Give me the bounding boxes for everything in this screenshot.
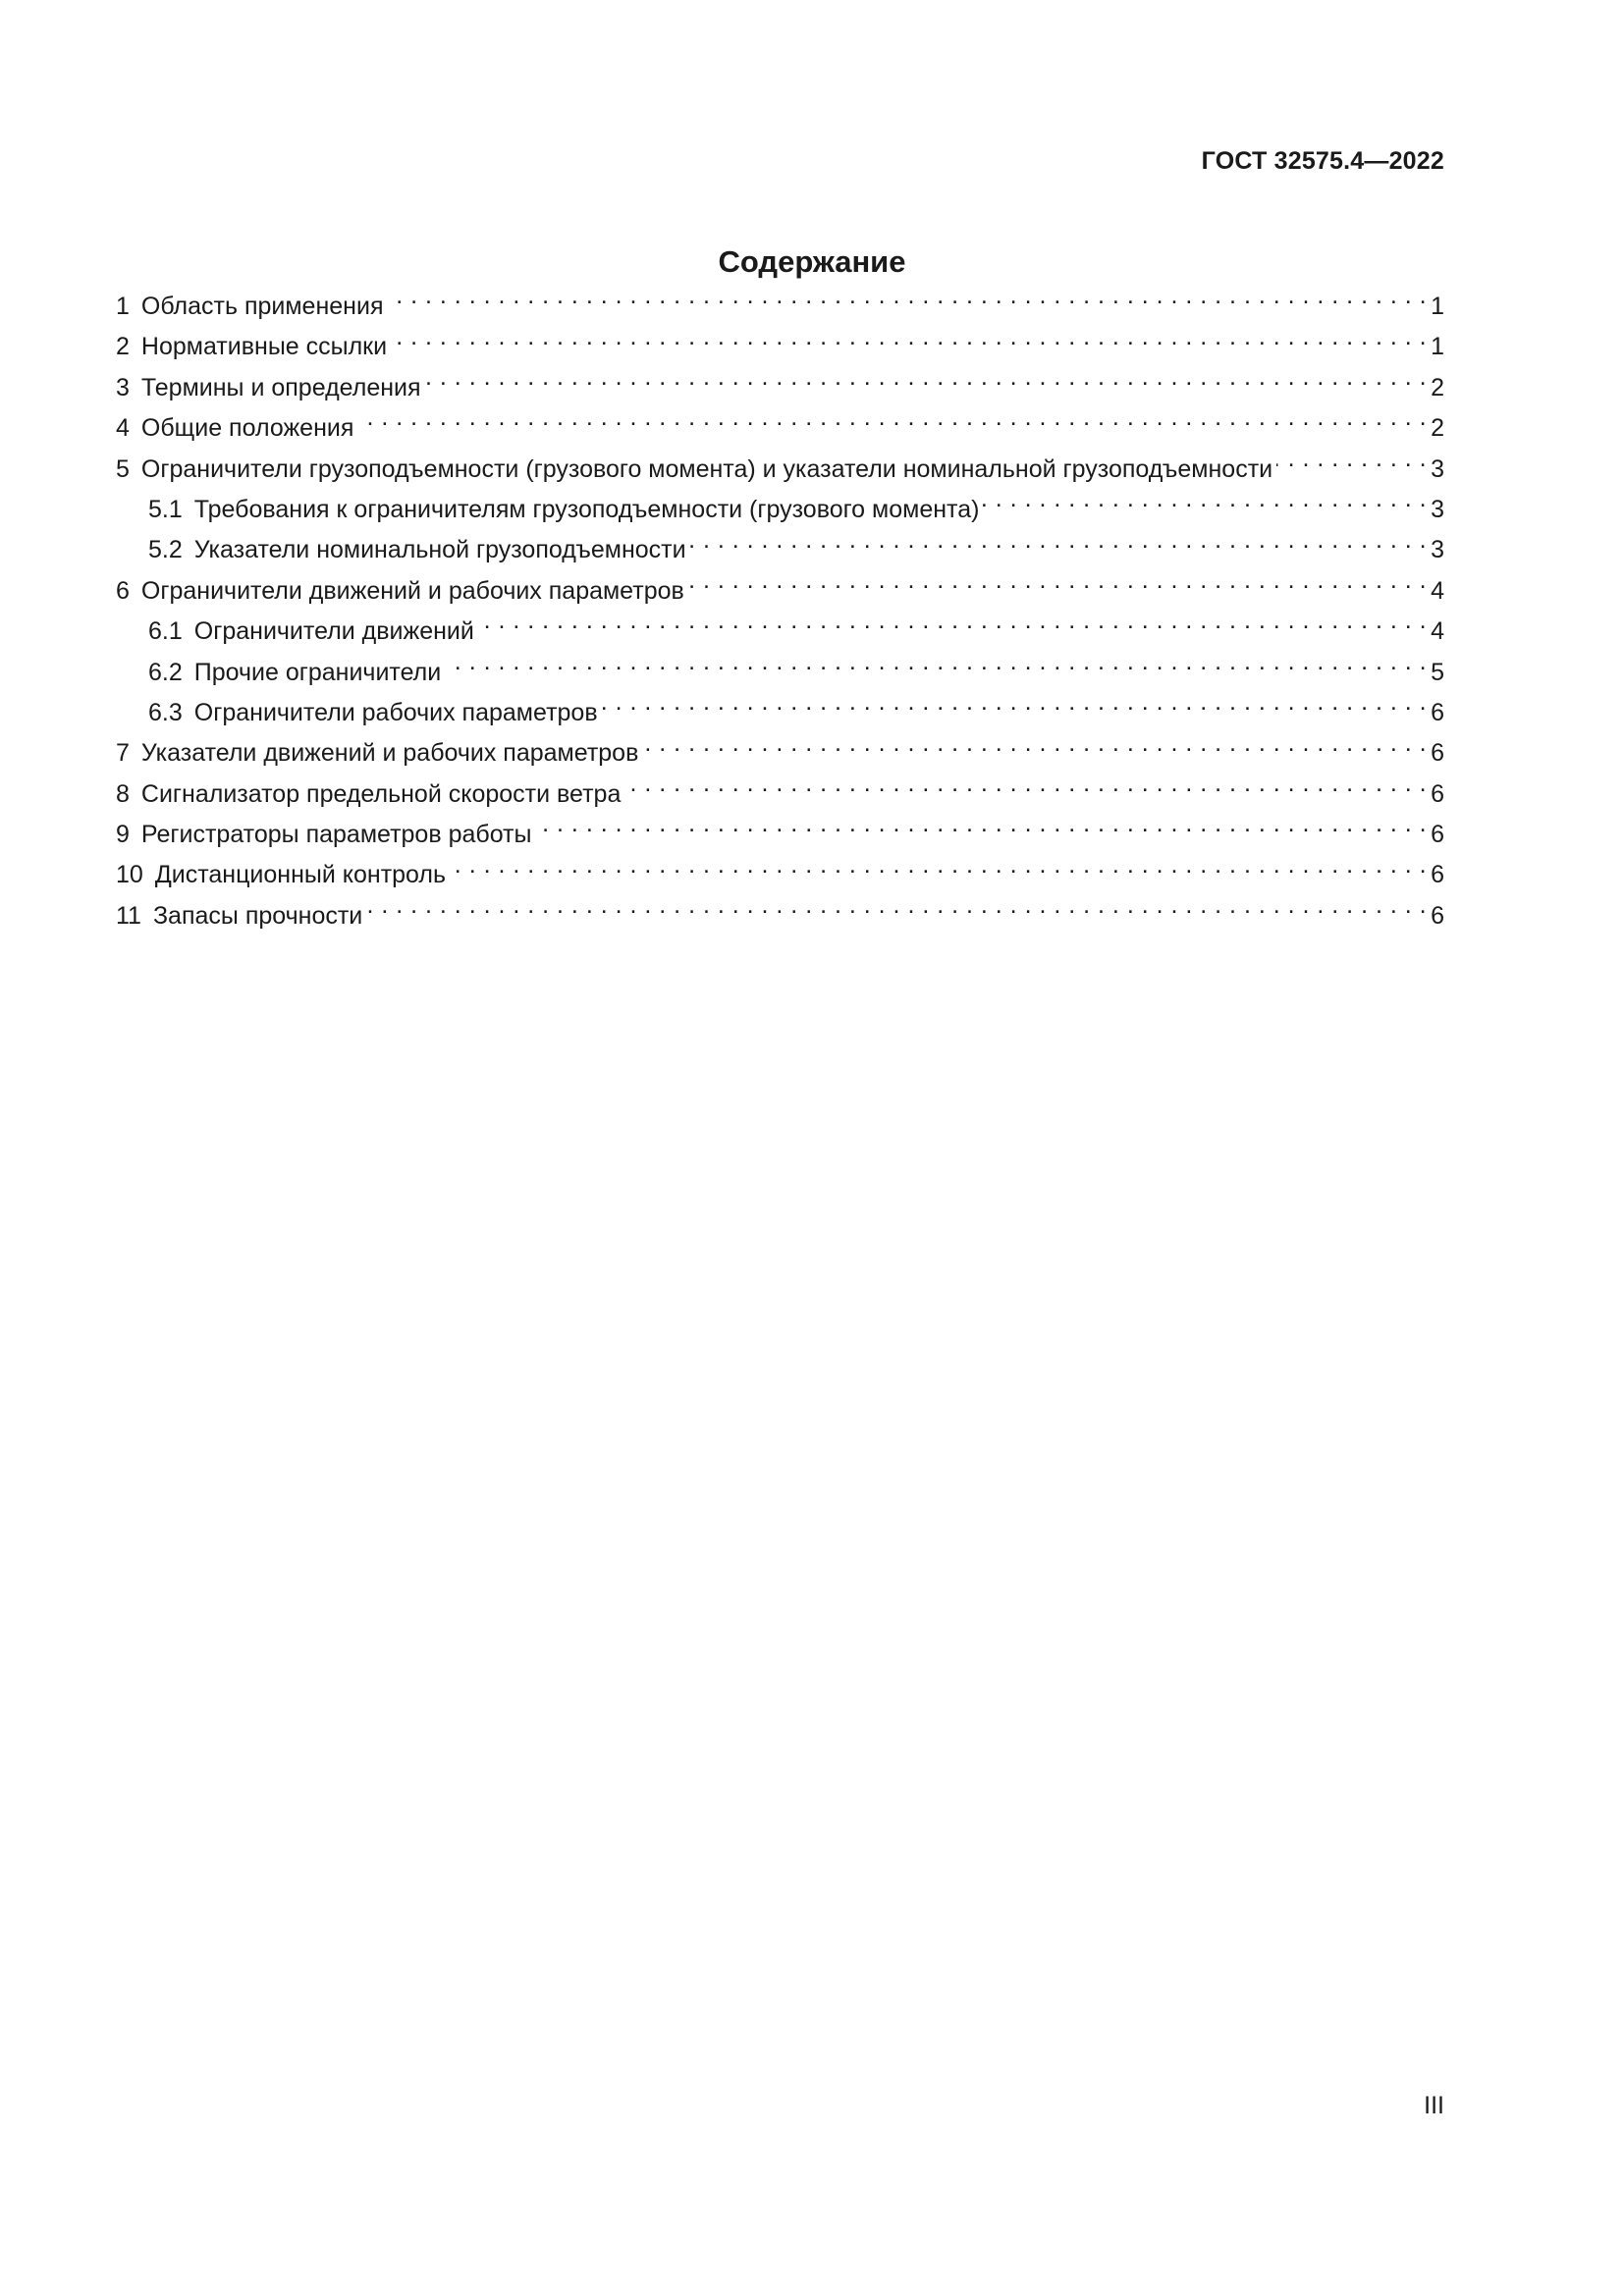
toc-entry[interactable]	[116, 774, 1444, 815]
toc-entry[interactable]	[116, 327, 1444, 367]
dot-leader	[690, 533, 1427, 558]
dot-leader	[366, 899, 1427, 924]
table-of-contents	[116, 287, 1444, 936]
toc-entry[interactable]	[116, 490, 1444, 530]
toc-entry-page: 6	[1431, 739, 1444, 768]
toc-entry-page: 1	[1431, 293, 1444, 320]
dot-leader	[445, 656, 1427, 680]
toc-entry-label: Дистанционный контроль	[154, 861, 447, 889]
toc-entry-label: Указатели номинальной грузоподъемности	[193, 536, 686, 564]
toc-entry-page: 4	[1431, 617, 1444, 646]
toc-entry-label: Регистраторы параметров работы	[140, 821, 532, 849]
toc-entry[interactable]	[116, 571, 1444, 612]
toc-entry[interactable]	[116, 815, 1444, 855]
toc-entry-label: Общие положения	[140, 414, 354, 443]
dot-leader	[1276, 453, 1427, 477]
toc-entry-label: Сигнализатор предельной скорости ветра	[140, 779, 622, 808]
toc-entry-number: 5.1	[148, 495, 183, 523]
toc-entry[interactable]	[116, 408, 1444, 449]
dot-leader	[357, 411, 1427, 436]
toc-entry[interactable]	[116, 653, 1444, 693]
toc-entry[interactable]	[116, 733, 1444, 774]
toc-entry-number: 4	[116, 414, 130, 443]
toc-entry-label: Ограничители движений	[193, 617, 474, 646]
toc-entry-number: 6.3	[148, 698, 183, 726]
toc-entry[interactable]	[116, 896, 1444, 936]
dot-leader	[425, 371, 1428, 396]
toc-entry-number: 2	[116, 333, 130, 361]
toc-entry-page: 4	[1431, 576, 1444, 605]
toc-entry-number: 6	[116, 576, 130, 605]
toc-entry[interactable]	[116, 855, 1444, 895]
toc-entry-page: 3	[1431, 495, 1444, 523]
toc-entry-label: Область применения	[140, 293, 384, 320]
toc-entry[interactable]	[116, 693, 1444, 733]
toc-entry-label: Нормативные ссылки	[140, 333, 388, 361]
toc-entry-number: 11	[116, 901, 141, 930]
toc-entry-number: 8	[116, 779, 130, 808]
toc-entry[interactable]	[116, 287, 1444, 327]
toc-entry-number: 5.2	[148, 536, 183, 564]
toc-entry-page: 5	[1431, 658, 1444, 686]
toc-entry-label: Ограничители грузоподъемности (грузового момента) и указатели номинальной грузоподъемности	[140, 454, 1273, 483]
toc-entry-number: 7	[116, 739, 130, 768]
toc-entry-number: 6.1	[148, 617, 183, 646]
toc-entry-page: 3	[1431, 454, 1444, 483]
dot-leader	[642, 736, 1427, 761]
dot-leader	[450, 858, 1427, 882]
toc-entry-number: 5	[116, 454, 130, 483]
dot-leader	[624, 777, 1427, 802]
toc-entry-page: 6	[1431, 861, 1444, 889]
toc-entry-page: 6	[1431, 698, 1444, 726]
toc-entry-label: Прочие ограничители	[193, 658, 442, 686]
toc-entry-number: 1	[116, 293, 130, 320]
toc-entry[interactable]	[116, 450, 1444, 490]
toc-entry[interactable]	[116, 612, 1444, 652]
toc-entry-label: Требования к ограничителям грузоподъемности (грузового момента)	[193, 495, 980, 523]
toc-entry[interactable]	[116, 530, 1444, 570]
toc-entry-page: 6	[1431, 901, 1444, 930]
toc-entry-label: Термины и определения	[140, 373, 421, 401]
toc-entry-number: 9	[116, 821, 130, 849]
toc-entry-number: 10	[116, 861, 143, 889]
toc-entry[interactable]	[116, 368, 1444, 408]
dot-leader	[478, 614, 1427, 639]
dot-leader	[602, 696, 1427, 721]
toc-entry-page: 2	[1431, 414, 1444, 443]
toc-entry-label: Ограничители движений и рабочих параметров	[140, 576, 684, 605]
toc-entry-number: 3	[116, 373, 130, 401]
toc-entry-page: 3	[1431, 536, 1444, 564]
dot-leader	[983, 493, 1427, 517]
toc-entry-label: Запасы прочности	[152, 901, 363, 930]
toc-entry-label: Указатели движений и рабочих параметров	[140, 739, 639, 768]
dot-leader	[535, 818, 1427, 842]
toc-title: Содержание	[718, 243, 906, 279]
toc-entry-page: 1	[1431, 333, 1444, 361]
toc-entry-number: 6.2	[148, 658, 183, 686]
dot-leader	[688, 574, 1427, 599]
toc-entry-page: 2	[1431, 373, 1444, 401]
dot-leader	[391, 330, 1427, 354]
document-code: ГОСТ 32575.4—2022	[1201, 147, 1444, 175]
toc-entry-page: 6	[1431, 779, 1444, 808]
toc-entry-label: Ограничители рабочих параметров	[193, 698, 598, 726]
dot-leader	[387, 290, 1427, 314]
toc-entry-page: 6	[1431, 821, 1444, 849]
page-number: III	[1424, 2092, 1444, 2119]
